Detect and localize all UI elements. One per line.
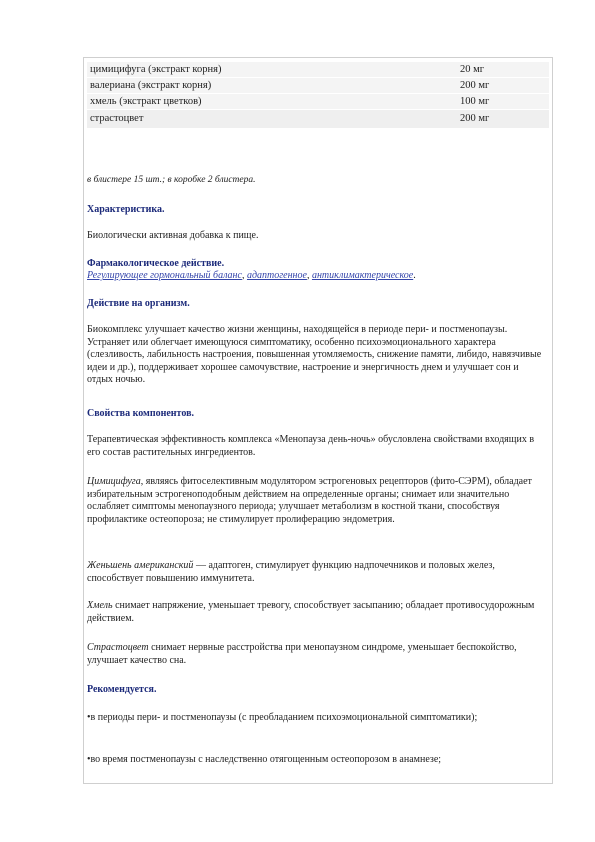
ingredient-name: хмель (экстракт цветков) [87, 94, 457, 110]
recommended-item: •в периоды пери- и постменопаузы (с преобладанием психоэмоциональной симптоматики); [87, 712, 478, 723]
composition-table [87, 62, 549, 129]
pharm-link-anticlimacteric[interactable]: антиклимактерическое [311, 270, 414, 281]
property-name: Страстоцвет [87, 642, 149, 653]
property-item [87, 600, 545, 625]
pharm-separator: , [241, 270, 247, 281]
table-row [87, 94, 549, 110]
property-text: , являясь фитоселективным модулятором эстрогеновых рецепторов (фито-СЭРМ), обладает избирательным эстрогеноподобным действием на определенные органы; снимает или значительно ослабляет симптомы менопаузного периода; улучшает метаболизм в костной ткани, способствуя профилактике остеопороза; не стимулирует пролиферацию эндометрия. [87, 476, 532, 525]
property-item [87, 476, 545, 526]
property-text: снимает напряжение, уменьшает тревогу, способствует засыпанию; обладает противосудорожным действием. [87, 600, 535, 624]
property-name: Хмель [87, 600, 113, 611]
property-name: Цимицифуга [87, 476, 141, 487]
property-item [87, 642, 545, 667]
ingredient-dose: 200 мг [457, 78, 549, 94]
ingredient-dose: 100 мг [457, 94, 549, 110]
table-row [87, 110, 549, 129]
ingredient-name: страстоцвет [87, 110, 457, 129]
pharm-link-adaptogenic[interactable]: адаптогенное [246, 270, 307, 281]
packaging-text: в блистере 15 шт.; в коробке 2 блистера. [87, 175, 256, 185]
ingredient-name: валериана (экстракт корня) [87, 78, 457, 94]
pharm-separator: , [306, 270, 312, 281]
pharm-link-hormonal[interactable]: Регулирующее гормональный баланс [87, 270, 242, 281]
table-row [87, 78, 549, 94]
document-content [87, 62, 549, 765]
characteristic-heading: Характеристика. [87, 204, 165, 215]
ingredient-dose: 20 мг [457, 62, 549, 78]
document-frame [83, 57, 553, 784]
characteristic-text: Биологически активная добавка к пище. [87, 230, 259, 241]
action-heading: Действие на организм. [87, 298, 190, 309]
recommended-item: •во время постменопаузы с наследственно отягощенным остеопорозом в анамнезе; [87, 754, 442, 765]
pharm-heading: Фармакологическое действие. [87, 258, 225, 269]
ingredient-dose: 200 мг [457, 110, 549, 129]
recommended-heading: Рекомендуется. [87, 684, 157, 695]
pharm-end: . [413, 270, 416, 281]
properties-heading: Свойства компонентов. [87, 408, 194, 419]
table-row [87, 62, 549, 78]
ingredient-name: цимицифуга (экстракт корня) [87, 62, 457, 78]
property-text: — адаптоген, стимулирует функцию надпочечников и половых желез, способствует повышению иммунитета. [87, 560, 495, 584]
action-text: Биокомплекс улучшает качество жизни женщины, находящейся в периоде пери- и постменопаузы. Устраняет или облегчает имеющуюся симптоматику, особенно психоэмоционального характера (слезливость, лабильность настроения, повышенная утомляемость, снижение памяти, либидо, навязчивые идеи и др.), поддерживает хорошее самочувствие, настроение и энергичность днем и улучшает сон и отдых ночью. [87, 324, 542, 385]
property-name: Женьшень американский [87, 560, 194, 571]
pharm-links [87, 270, 545, 283]
property-text: снимает нервные расстройства при менопаузном синдроме, уменьшает беспокойство, улучшает качество сна. [87, 642, 517, 666]
property-item [87, 560, 545, 585]
properties-intro: Терапевтическая эффективность комплекса «Менопауза день-ночь» обусловлена свойствами входящих в его состав растительных ингредиентов. [87, 434, 535, 458]
